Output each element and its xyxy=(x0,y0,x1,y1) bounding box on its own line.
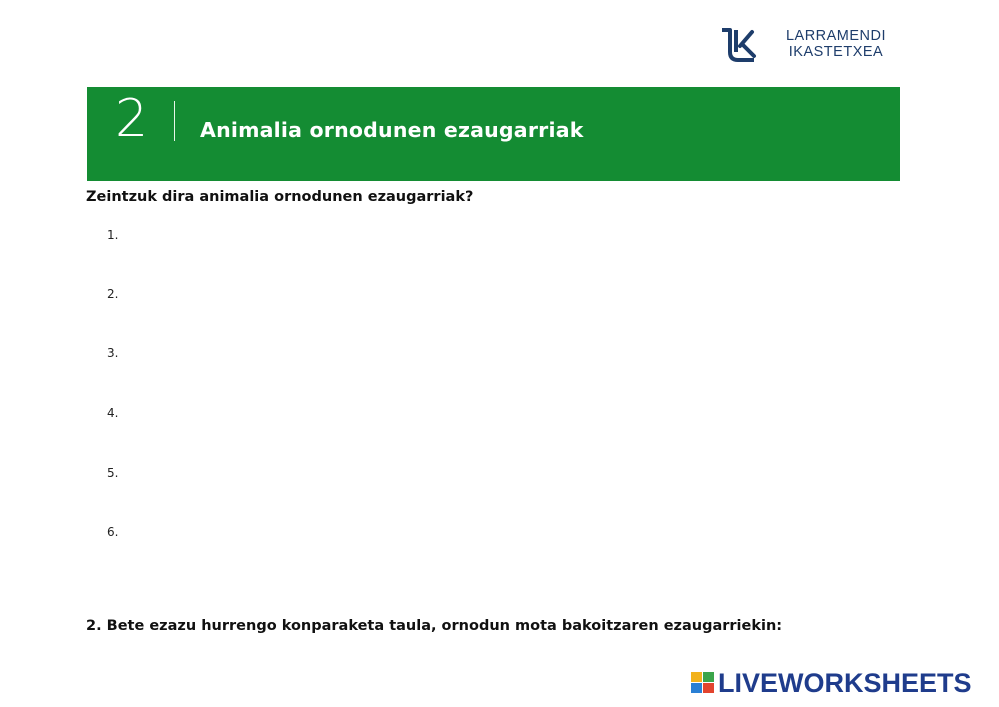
answer-item-2: 2. xyxy=(107,287,119,301)
liveworksheets-brand xyxy=(691,668,991,698)
answer-item-1: 1. xyxy=(107,228,119,242)
answer-item-4: 4. xyxy=(107,406,119,420)
liveworksheets-wordmark: LIVEWORKSHEETS xyxy=(718,668,972,698)
school-name-line1: LARRAMENDI xyxy=(785,28,887,44)
school-name xyxy=(766,28,906,60)
school-name-line2: IKASTETXEA xyxy=(788,44,884,60)
answer-item-6: 6. xyxy=(107,525,119,539)
section-banner xyxy=(87,87,900,181)
section-number: 2 xyxy=(115,89,149,149)
answer-item-3: 3. xyxy=(107,346,119,360)
question-1: Zeintzuk dira animalia ornodunen ezaugarriak? xyxy=(86,189,474,205)
school-logo xyxy=(718,26,898,66)
answer-item-5: 5. xyxy=(107,466,119,480)
liveworksheets-logo-icon xyxy=(691,672,715,694)
section-title: Animalia ornodunen ezaugarriak xyxy=(200,118,584,142)
banner-divider xyxy=(174,101,175,141)
larramendi-logo-icon xyxy=(718,26,758,64)
question-2: 2. Bete ezazu hurrengo konparaketa taula, ornodun mota bakoitzaren ezaugarriekin: xyxy=(86,618,783,634)
